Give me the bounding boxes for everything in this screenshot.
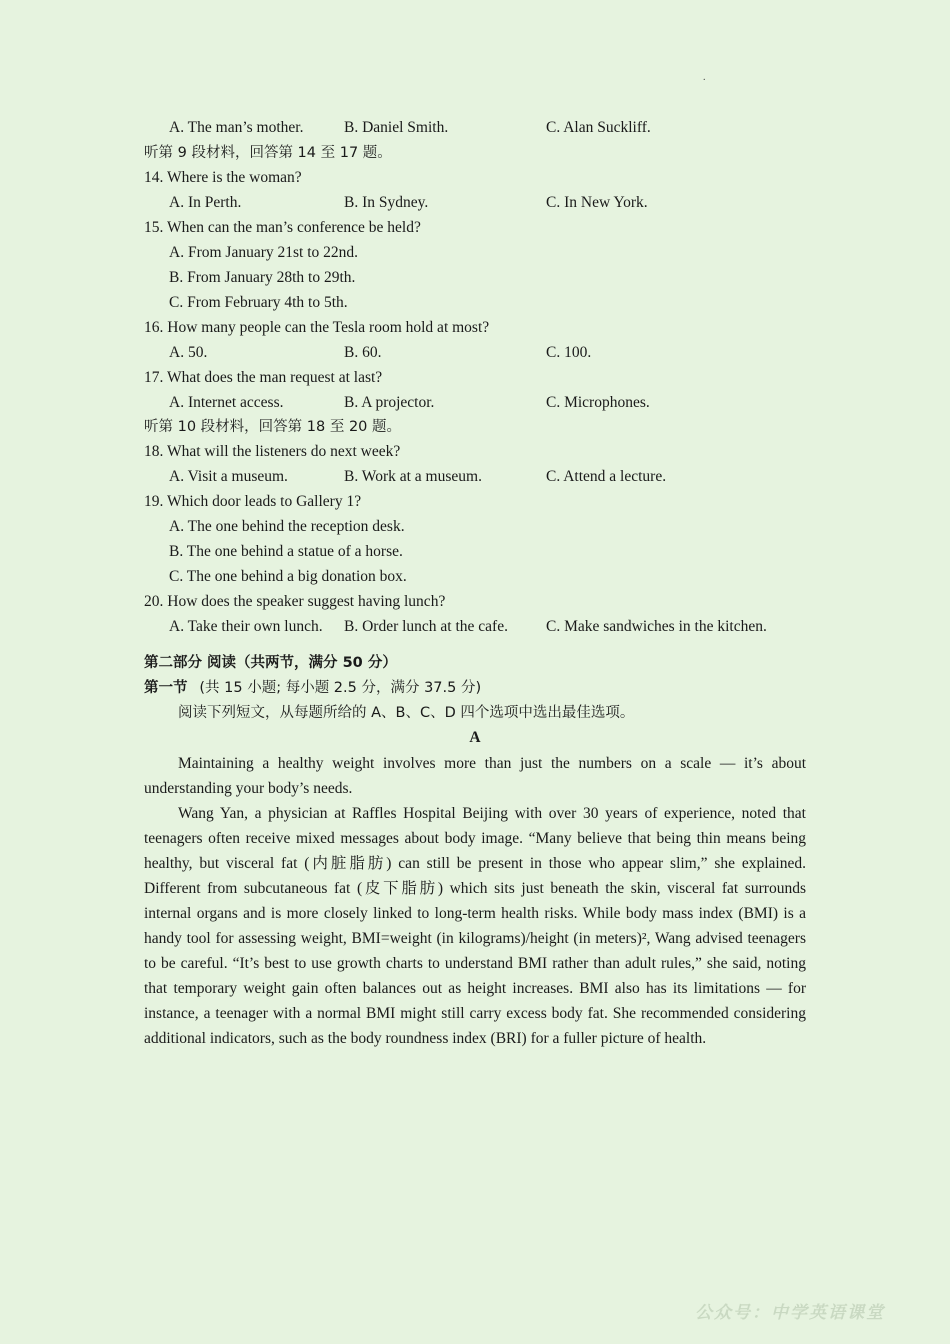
passage-body bbox=[144, 751, 806, 1051]
q19-stem: 19. Which door leads to Gallery 1? bbox=[144, 493, 362, 510]
passage-paragraph: Maintaining a healthy weight involves more than just the numbers on a scale — it’s about understanding your body’s needs. bbox=[144, 755, 806, 797]
q13-option-a: A. The man’s mother. bbox=[169, 119, 304, 136]
q17-option-c: C. Microphones. bbox=[546, 394, 650, 411]
q14-stem: 14. Where is the woman? bbox=[144, 169, 302, 186]
q17-stem: 17. What does the man request at last? bbox=[144, 369, 383, 386]
q18-option-b: B. Work at a museum. bbox=[344, 468, 482, 485]
q19-option-b: B. The one behind a statue of a horse. bbox=[169, 543, 403, 560]
q16-option-c: C. 100. bbox=[546, 344, 592, 361]
section-1-label: 第一节 bbox=[144, 680, 188, 696]
q13-option-c: C. Alan Suckliff. bbox=[546, 119, 651, 136]
q16-stem: 16. How many people can the Tesla room hold at most? bbox=[144, 319, 490, 336]
passage-label: A bbox=[469, 729, 481, 746]
q19-option-c: C. The one behind a big donation box. bbox=[169, 568, 407, 585]
q16-option-a: A. 50. bbox=[169, 344, 208, 361]
q20-option-b: B. Order lunch at the cafe. bbox=[344, 618, 508, 635]
part-2-title: 第二部分 阅读（共两节，满分 50 分） bbox=[144, 655, 397, 671]
q15-option-c: C. From February 4th to 5th. bbox=[169, 294, 348, 311]
section-10-instruction: 听第 10 段材料，回答第 18 至 20 题。 bbox=[144, 419, 402, 435]
watermark: 公众号：中学英语课堂 bbox=[695, 1303, 885, 1323]
reading-instruction: 阅读下列短文，从每题所给的 A、B、C、D 四个选项中选出最佳选项。 bbox=[178, 705, 635, 721]
q14-option-c: C. In New York. bbox=[546, 194, 648, 211]
q20-option-c: C. Make sandwiches in the kitchen. bbox=[546, 618, 767, 635]
section-1-header bbox=[144, 678, 481, 698]
q14-option-a: A. In Perth. bbox=[169, 194, 242, 211]
q15-option-b: B. From January 28th to 29th. bbox=[169, 269, 356, 286]
q18-option-c: C. Attend a lecture. bbox=[546, 468, 667, 485]
q17-option-b: B. A projector. bbox=[344, 394, 435, 411]
q16-option-b: B. 60. bbox=[344, 344, 382, 361]
q19-option-a: A. The one behind the reception desk. bbox=[169, 518, 405, 535]
passage-paragraph: Wang Yan, a physician at Raffles Hospital Beijing with over 30 years of experience, noted that teenagers often receive mixed messages about body image. “Many believe that being thin means being healthy, but visceral fat (内脏脂肪) can still be present in those who appear slim,” she explained. Different from subcutaneous fat (皮下脂肪) which sits just beneath the skin, visceral fat surrounds internal organs and is more closely linked to long-term health risks. While body mass index (BMI) is a handy tool for assessing weight, BMI=weight (in kilograms)/height (in meters)², Wang advised teenagers to be careful. “It’s best to use growth charts to understand BMI rather than adult rules,” she said, noting that temporary weight gain often balances out as height increases. BMI also has its limitations — for instance, a teenager with a normal BMI might still carry excess body fat. She recommended considering additional indicators, such as the body roundness index (BRI) for a fuller picture of health. bbox=[144, 805, 806, 1047]
top-dot: . bbox=[703, 72, 706, 83]
q15-stem: 15. When can the man’s conference be held? bbox=[144, 219, 421, 236]
section-1-info: (共 15 小题; 每小题 2.5 分，满分 37.5 分) bbox=[199, 680, 482, 696]
q13-option-b: B. Daniel Smith. bbox=[344, 119, 449, 136]
q20-stem: 20. How does the speaker suggest having lunch? bbox=[144, 593, 446, 610]
section-9-instruction: 听第 9 段材料，回答第 14 至 17 题。 bbox=[144, 145, 392, 161]
q17-option-a: A. Internet access. bbox=[169, 394, 284, 411]
q20-option-a: A. Take their own lunch. bbox=[169, 618, 323, 635]
q14-option-b: B. In Sydney. bbox=[344, 194, 429, 211]
q18-option-a: A. Visit a museum. bbox=[169, 468, 288, 485]
q15-option-a: A. From January 21st to 22nd. bbox=[169, 244, 359, 261]
q18-stem: 18. What will the listeners do next week? bbox=[144, 443, 401, 460]
